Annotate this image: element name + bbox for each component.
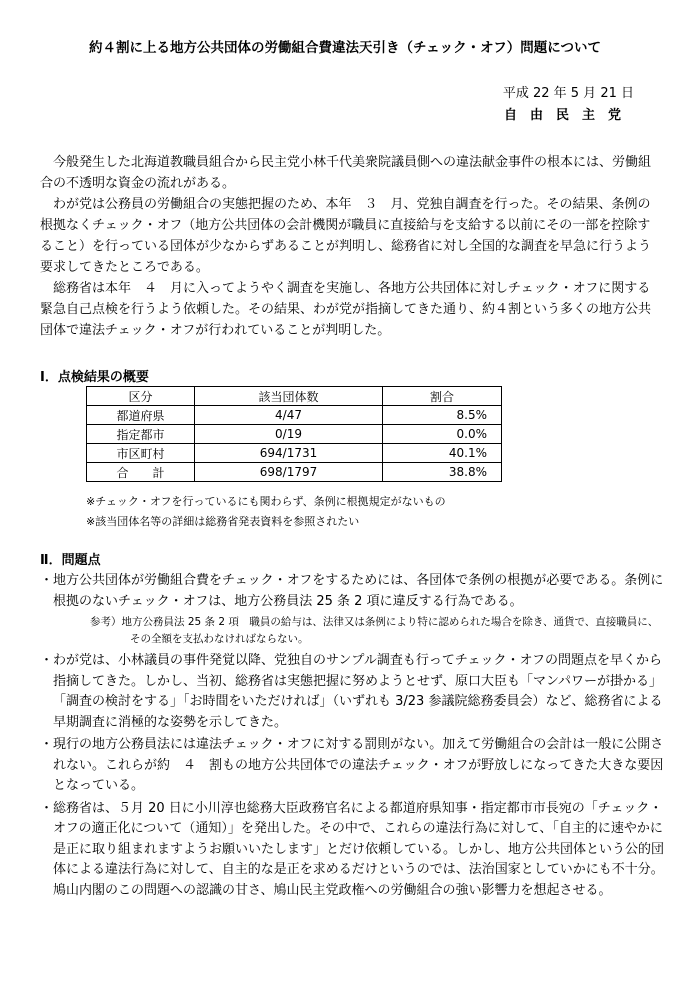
intro-paragraph-1: 今般発生した北海道教職員組合から民主党小林千代美衆院議員側への違法献金事件の根本には、労働組合の不透明な資金の流れがある。 [40,155,652,191]
document-date: 平成 22 年 5 月 21 日 [502,86,634,101]
issue-item: ・地方公共団体が労働組合費をチェック・オフをするためには、各団体で条例の根拠が必要である。条例に根拠のないチェック・オフは、地方公務員法 25 条 2 項に違反する行為である。 [40,573,664,609]
issue-item: ・総務省は、５月 20 日に小川淳也総務大臣政務官名による都道府県知事・指定都市市長宛の「チェック・オフの適正化について（通知）」を発出した。その中で、これらの違法行為に対して、「自主的に速やかに是正に取り組まれますようお願いいたします」とだけ依頼している。しかし、地方公共団体という公的団体による違法行為に対して、自主的な是正を求めるだけというのでは、法治国家としていかにも不十分。鳩山内閣のこの問題への認識の甘さ、鳩山民主党政権への労働組合の強い影響力を想起させる。 [40,800,665,898]
table-cell: 指定都市 [87,425,195,444]
table-cell: 694/1731 [195,444,383,463]
table-cell: 8.5% [383,406,502,425]
table-cell: 合 計 [87,463,195,482]
section-1-heading: Ⅰ．点検結果の概要 [40,370,149,385]
issues-list [40,571,664,903]
table-note: ※該当団体名等の詳細は総務省発表資料を参照されたい [86,515,360,528]
issue-item: ・現行の地方公務員法には違法チェック・オフに対する罰則がない。加えて労働組合の会計は一般に公開されない。これらが約 ４ 割もの地方公共団体での違法チェック・オフが野放しになってきた大きな要因となっている。 [40,737,664,793]
table-header-cell: 該当団体数 [195,387,383,406]
table-cell: 都道府県 [87,406,195,425]
section-2-heading: Ⅱ．問題点 [40,553,101,568]
intro-section [40,152,660,341]
intro-paragraph-2: わが党は公務員の労働組合の実態把握のため、本年 ３ 月、党独自調査を行った。その結果、条例の根拠なくチェック・オフ（地方公共団体の会計機関が職員に直接給与を支給する以前にその一部を控除すること）を行っている団体が少なからずあることが判明し、総務省に対し全国的な調査を早急に行うよう要求してきたところである。 [40,197,652,275]
table-cell: 40.1% [383,444,502,463]
table-header-cell: 割合 [383,387,502,406]
table-cell: 698/1797 [195,463,383,482]
issuing-party: 自由民主党 [503,108,634,123]
reference-note: 参考）地方公務員法 25 条 2 項 職員の給与は、法律又は条例により特に認められた場合を除き、通貨で、直接職員に、その全額を支払わなければならない。 [90,616,659,645]
table-row [87,463,502,482]
table-cell: 4/47 [195,406,383,425]
document-title: 約４割に上る地方公共団体の労働組合費違法天引き（チェック・オフ）問題について [89,40,601,56]
issue-item: ・わが党は、小林議員の事件発覚以降、党独自のサンプル調査も行ってチェック・オフの問題点を早くから指摘してきた。しかし、当初、総務省は実態把握に努めようとせず、原口大臣も「マンパワーが掛かる」「調査の検討をする」「お時間をいただければ」（いずれも 3/23 参議院総務委員会）など、総務省による早期調査に消極的な姿勢を示してきた。 [40,653,663,730]
table-note: ※チェック・オフを行っているにも関わらず、条例に根拠規定がないもの [86,495,446,508]
table-cell: 0.0% [383,425,502,444]
intro-paragraph-3: 総務省は本年 ４ 月に入ってようやく調査を実施し、各地方公共団体に対しチェック・オフに関する緊急自己点検を行うよう依頼した。その結果、わが党が指摘してきた通り、約４割という多くの地方公共団体で違法チェック・オフが行われていることが判明した。 [40,281,652,338]
table-header-row [87,387,502,406]
table-cell: 38.8% [383,463,502,482]
table-notes [86,492,446,532]
table-row [87,425,502,444]
table-row [87,406,502,425]
table-cell: 0/19 [195,425,383,444]
table-header-cell: 区分 [87,387,195,406]
results-table [86,386,502,482]
table-row [87,444,502,463]
table-cell: 市区町村 [87,444,195,463]
